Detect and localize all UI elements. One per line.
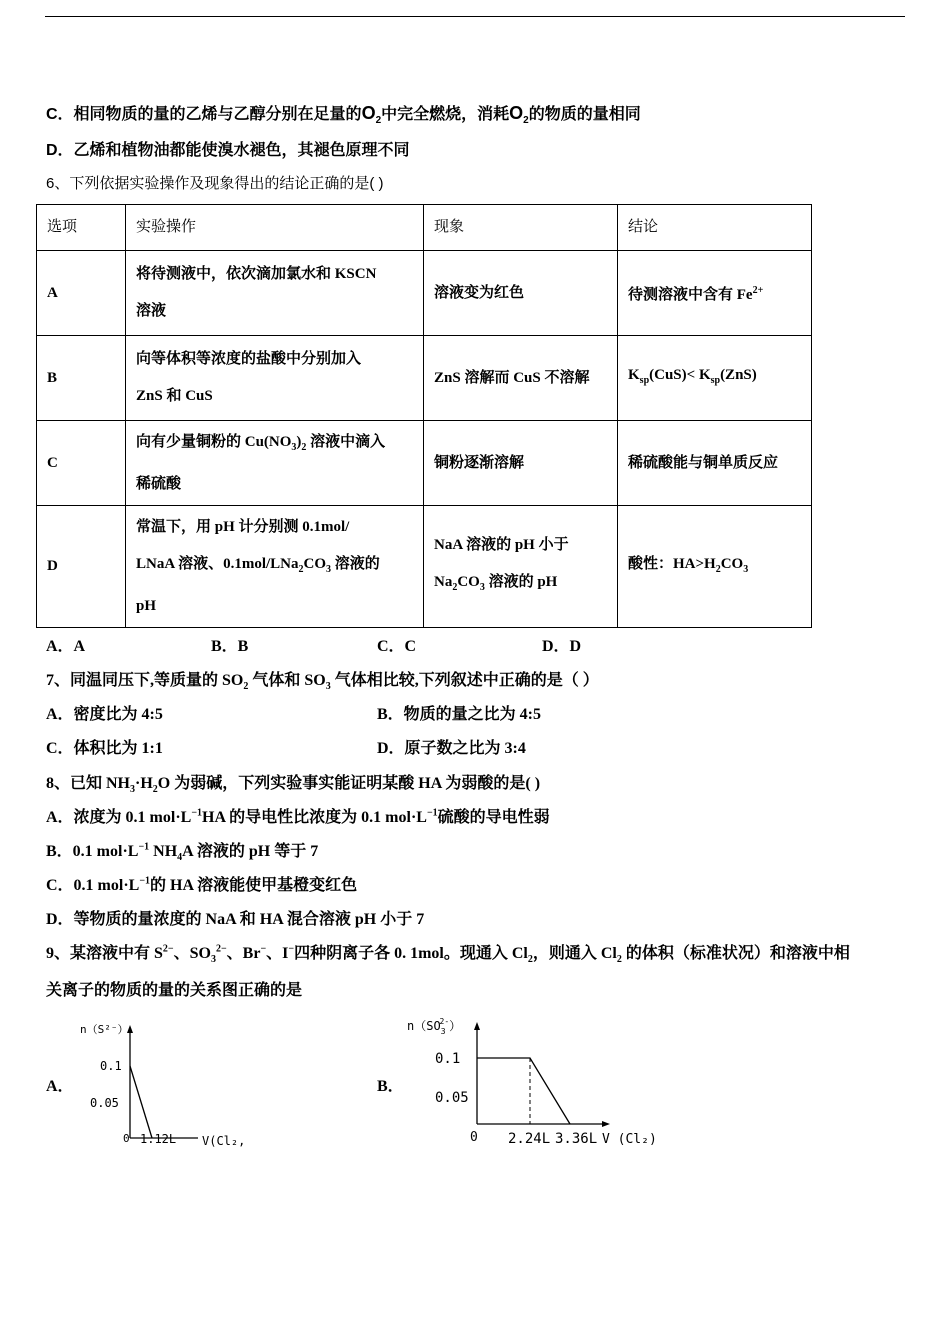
graph-a-xtick-0: 1.12L bbox=[140, 1132, 177, 1146]
q6-stem: 6、下列依据实验操作及现象得出的结论正确的是( ) bbox=[46, 175, 384, 192]
q7-choice-d[interactable]: D．原子数之比为 3:4 bbox=[377, 740, 526, 757]
graph-b-x-arrow bbox=[602, 1121, 610, 1127]
row-option: B bbox=[37, 336, 126, 421]
row-operation: 常温下，用 pH 计分别测 0.1mol/ LNaA 溶液、$0.1mol/LNa_2CO_3$ 溶液的 pH bbox=[126, 506, 424, 628]
q9-stem-line1: 9、某溶液中有 $S^{2-}$、$SO_3^{2-}$、Br−、I−四种阴离子各 0. 1mol。现通入 $Cl_2$，则通入 $Cl_2$ 的体积（标准状况）和溶液中相 bbox=[46, 943, 850, 966]
graph-b-series-line bbox=[477, 1058, 570, 1124]
q7-choice-b[interactable]: B．物质的量之比为 4:5 bbox=[377, 706, 542, 723]
row-operation: 向有少量铜粉的 $Cu(NO_3)_2$ 溶液中滴入 稀硫酸 bbox=[126, 421, 424, 506]
graph-a-xlabel: V(Cl₂, bbox=[202, 1134, 246, 1148]
graph-a-ylabel: n（S²⁻） bbox=[80, 1023, 129, 1036]
header-phenomenon: 现象 bbox=[424, 205, 618, 251]
q5-option-d: D．乙烯和植物油都能使溴水褪色，其褪色原理不同 bbox=[46, 142, 410, 159]
row-option: D bbox=[37, 506, 126, 628]
row-operation: 将待测液中，依次滴加氯水和 KSCN 溶液 bbox=[126, 251, 424, 336]
table-header-row bbox=[37, 205, 812, 251]
graph-b-xtick-0: 2.24L bbox=[508, 1131, 551, 1147]
graph-a-series-line bbox=[130, 1066, 152, 1138]
q7-choice-c[interactable]: C．体积比为 1:1 bbox=[46, 740, 163, 757]
q7-stem: 7、同温同压下,等质量的 $SO_2$ 气体和 $SO_3$ 气体相比较,下列叙述中正确的是（ ） bbox=[46, 672, 599, 693]
table-row bbox=[37, 506, 812, 628]
q8-choice-c[interactable]: C．0.1 $mol\cdot L^{-1}$的 HA 溶液能使甲基橙变红色 bbox=[46, 875, 358, 894]
graph-b-ytick-1: 0.05 bbox=[435, 1090, 469, 1106]
q8-choice-d[interactable]: D．等物质的量浓度的 NaA 和 HA 混合溶液 pH 小于 7 bbox=[46, 911, 425, 928]
q9-graph-b bbox=[405, 1012, 660, 1152]
q8-choice-b[interactable]: B．0.1 $mol\cdot L^{-1}$ $NH_4A$ 溶液的 pH 等于 7 bbox=[46, 841, 319, 864]
q8-choice-a[interactable]: A．浓度为 0.1 $mol\cdot L^{-1}HA$ 的导电性比浓度为 0.1 $mol\cdot L^{-1}$硫酸的导电性弱 bbox=[46, 807, 550, 826]
graph-a-origin: 0 bbox=[123, 1132, 130, 1145]
row-phenomenon: NaA 溶液的 pH 小于 $Na_2CO_3$ 溶液的 pH bbox=[424, 506, 618, 628]
row-phenomenon: 铜粉逐渐溶解 bbox=[424, 421, 618, 506]
row-conclusion: $K_{sp}(CuS)< K_{sp}(ZnS)$ bbox=[618, 336, 812, 421]
q5-option-c: C．相同物质的量的乙烯与乙醇分别在足量的$O_2$中完全燃烧，消耗$O_2$的物质的量相同 bbox=[46, 103, 641, 127]
header-conclusion: 结论 bbox=[618, 205, 812, 251]
row-conclusion: 酸性：$HA>H_2CO_3$ bbox=[618, 506, 812, 628]
q6-choice-d[interactable]: D．D bbox=[542, 638, 582, 655]
q6-choice-b[interactable]: B．B bbox=[211, 638, 249, 655]
q9-choice-a[interactable]: A． bbox=[46, 1078, 74, 1095]
row-phenomenon: ZnS 溶解而 CuS 不溶解 bbox=[424, 336, 618, 421]
q6-choice-a[interactable]: A．A bbox=[46, 638, 86, 655]
graph-a-ytick-0: 0.1 bbox=[100, 1059, 122, 1073]
graph-b-origin: 0 bbox=[470, 1130, 478, 1145]
row-conclusion: 待测溶液中含有 $Fe^{2+}$ bbox=[618, 251, 812, 336]
row-option: A bbox=[37, 251, 126, 336]
header-operation: 实验操作 bbox=[126, 205, 424, 251]
q9-graph-a bbox=[78, 1015, 248, 1155]
graph-b-xlabel: V (Cl₂) bbox=[602, 1132, 657, 1147]
header-option: 选项 bbox=[37, 205, 126, 251]
graph-a-ytick-1: 0.05 bbox=[90, 1096, 119, 1110]
row-operation: 向等体积等浓度的盐酸中分别加入 ZnS 和 CuS bbox=[126, 336, 424, 421]
q6-table bbox=[36, 204, 812, 628]
row-conclusion: 稀硫酸能与铜单质反应 bbox=[618, 421, 812, 506]
q9-choice-b[interactable]: B． bbox=[377, 1078, 404, 1095]
q9-stem-line2: 关离子的物质的量的关系图正确的是 bbox=[46, 982, 303, 999]
row-option: C bbox=[37, 421, 126, 506]
header-rule bbox=[45, 16, 905, 17]
q8-stem: 8、已知 $NH_3\cdot H_2O$ 为弱碱，下列实验事实能证明某酸 HA 为弱酸的是( ) bbox=[46, 775, 541, 796]
graph-b-xtick-1: 3.36L bbox=[555, 1131, 598, 1147]
table-row bbox=[37, 336, 812, 421]
graph-b-y-arrow bbox=[474, 1022, 480, 1030]
q6-choice-c[interactable]: C．C bbox=[377, 638, 417, 655]
table-row bbox=[37, 421, 812, 506]
graph-b-ylabel: $n(SO_32-)$ bbox=[407, 1017, 462, 1036]
graph-b-ytick-0: 0.1 bbox=[435, 1051, 461, 1067]
row-phenomenon: 溶液变为红色 bbox=[424, 251, 618, 336]
q7-choice-a[interactable]: A．密度比为 4:5 bbox=[46, 706, 163, 723]
table-row bbox=[37, 251, 812, 336]
